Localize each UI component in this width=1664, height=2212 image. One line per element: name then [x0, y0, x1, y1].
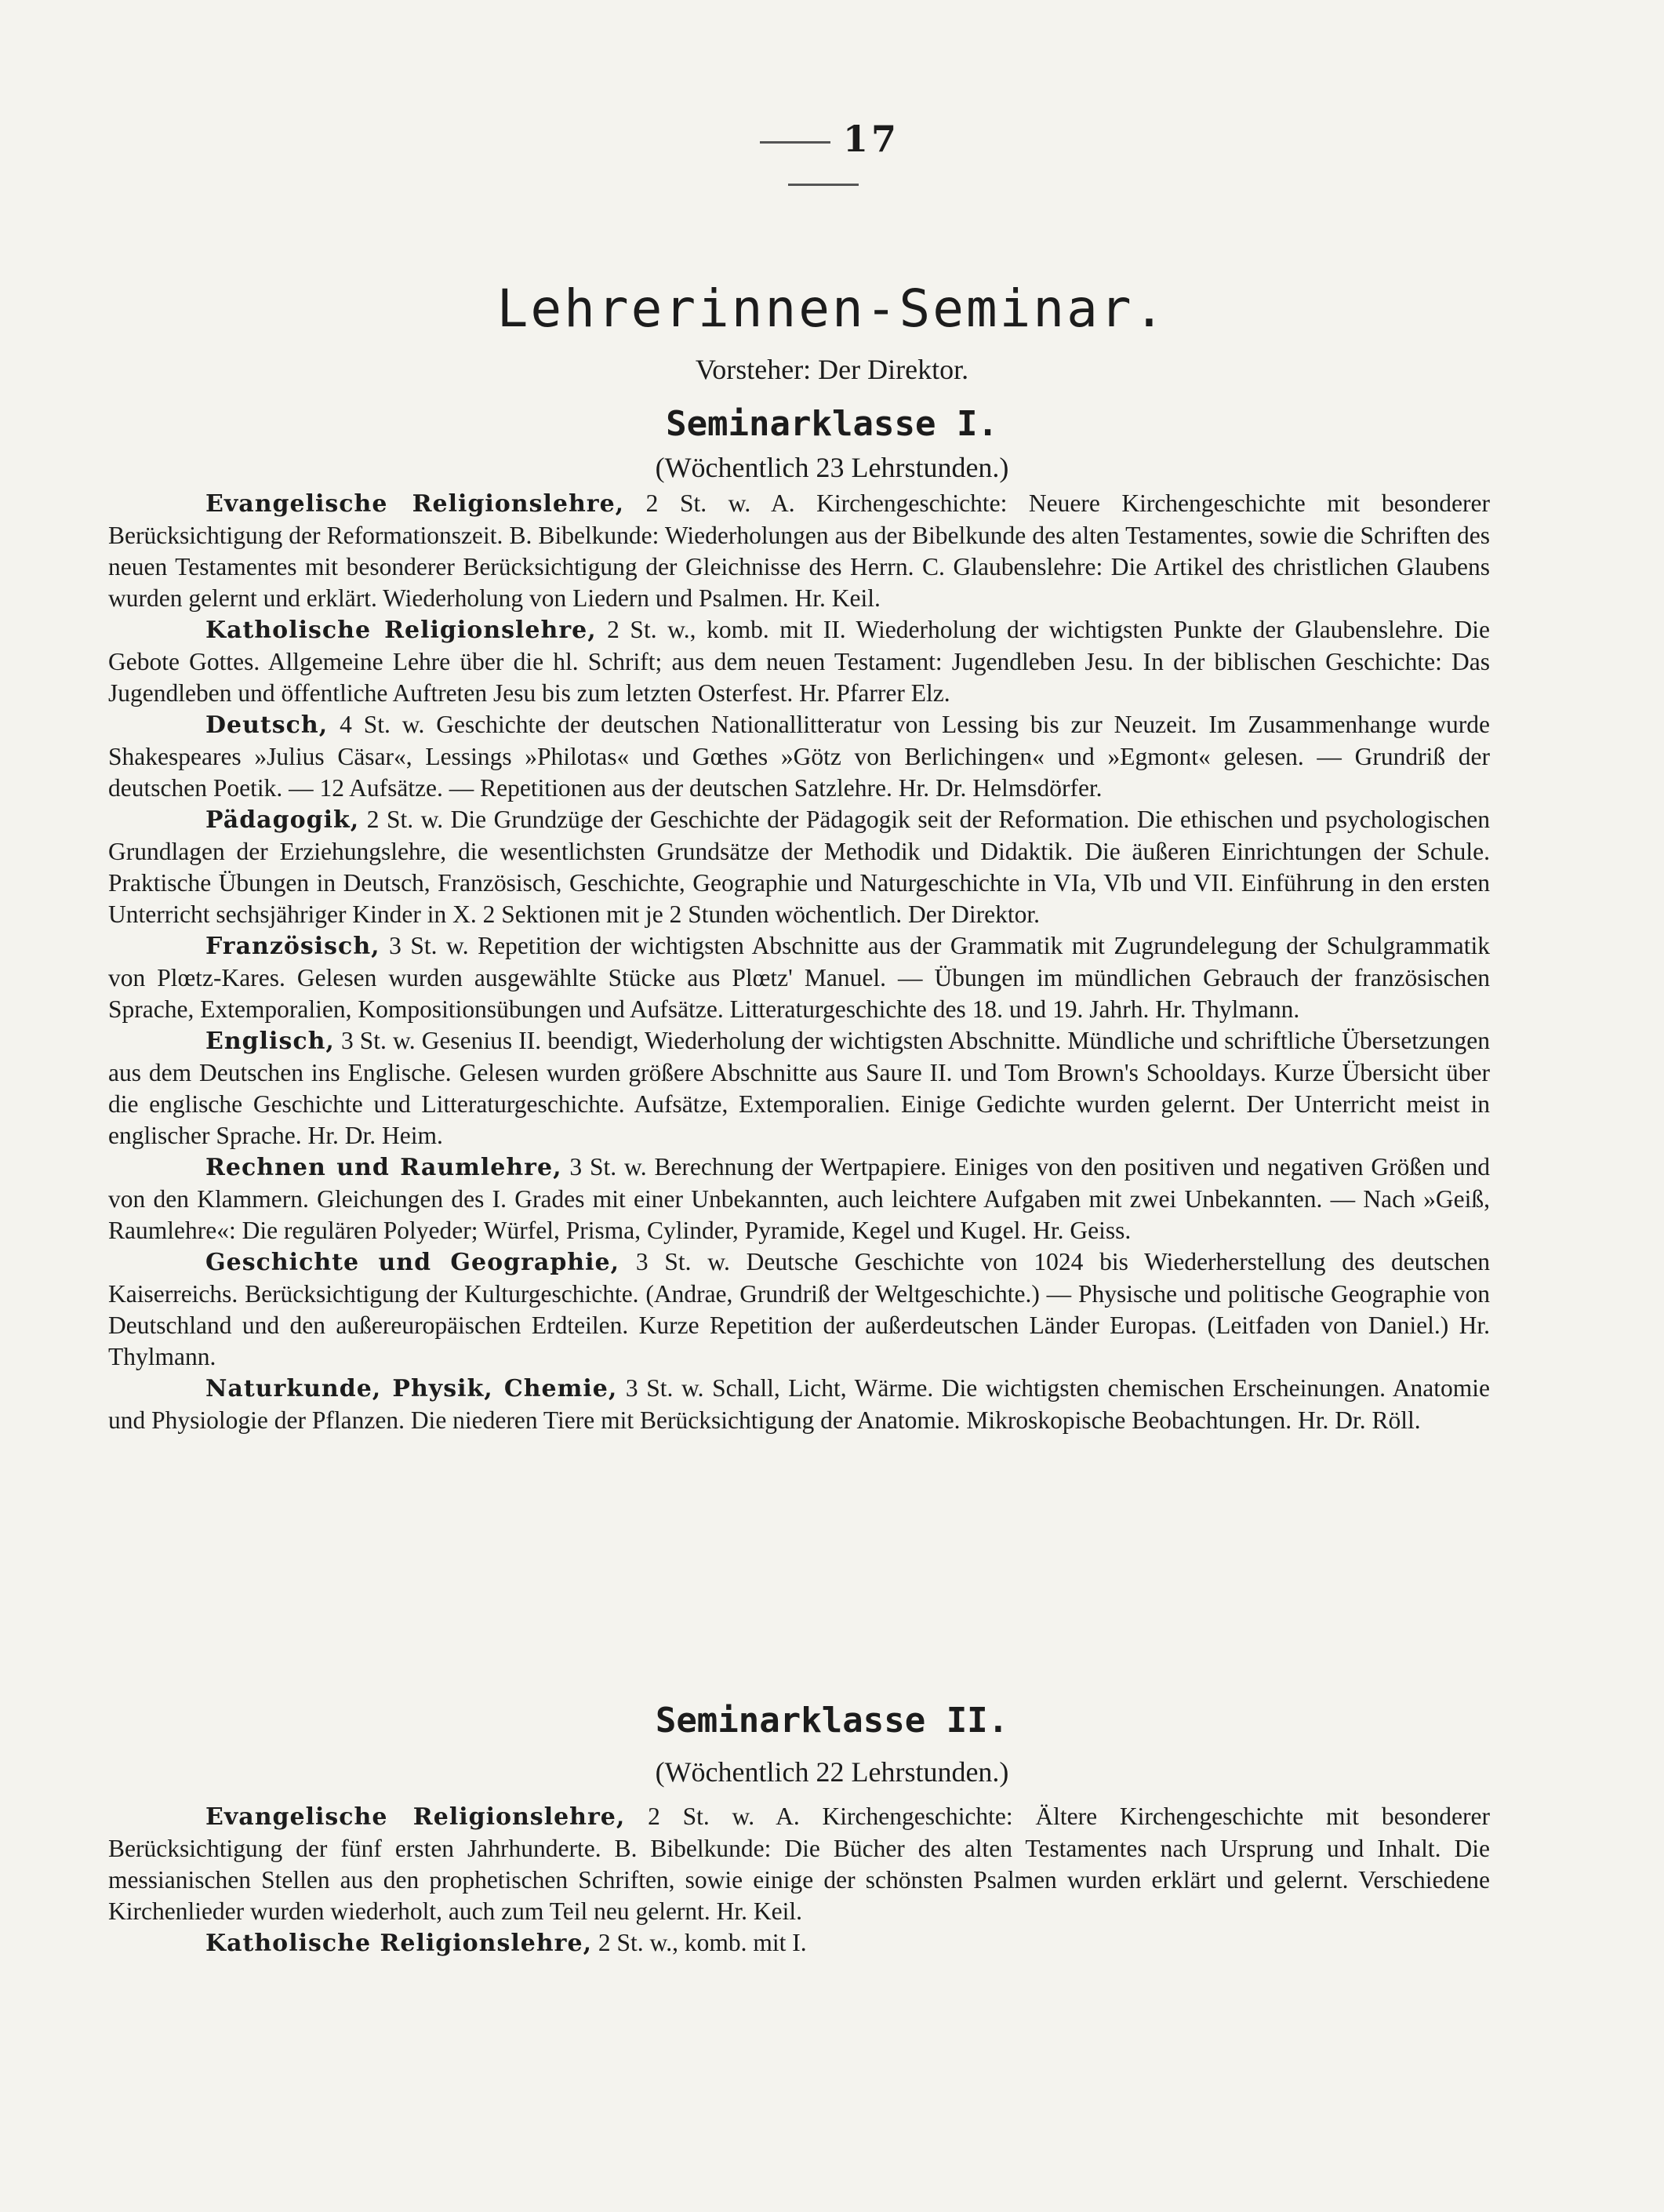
page-title: Lehrerinnen-Seminar.	[496, 278, 1168, 339]
subject-text: 2 St. w., komb. mit II. Wiederholung der wichtigsten Punkte der Glaubenslehre. Die Gebote Gottes. Allgemeine Lehre über die hl. Schrift; aus dem neuen Testament: Jugendleben Jesu. In der biblischen Geschichte: Das Jugendleben und öffentliche Auftreten Jesu bis zum letzten Osterfest. Hr. Pfarrer Elz.	[108, 616, 1490, 707]
subject-name: Geschichte und Geographie,	[205, 1249, 620, 1276]
subject-name: Naturkunde, Physik, Chemie,	[205, 1375, 618, 1403]
page-number: 17	[706, 118, 941, 202]
subject-paragraph	[108, 804, 1490, 930]
subject-text: 3 St. w. Berechnung der Wertpapiere. Einiges von den positiven und negativen Größen und von den Klammern. Gleichungen des I. Grades mit einer Unbekannten, auch leichtere Aufgaben mit zwei Unbekannten. — Nach »Geiß, Raumlehre«: Die regulären Polyeder; Würfel, Prisma, Cylinder, Pyramide, Kegel und Kugel. Hr. Geiss.	[108, 1153, 1491, 1244]
subject-paragraph	[108, 1246, 1490, 1373]
subject-name: Französisch,	[205, 933, 380, 960]
subject-list-class2	[108, 1801, 1490, 1959]
subject-name: Evangelische Religionslehre,	[205, 1803, 626, 1831]
subject-paragraph	[108, 930, 1490, 1025]
hours-class1: (Wöchentlich 23 Lehrstunden.)	[655, 452, 1009, 483]
director-line: Vorsteher: Der Direktor.	[695, 354, 969, 385]
subject-paragraph	[108, 488, 1490, 614]
subject-text: 2 St. w. Die Grundzüge der Geschichte der Pädagogik seit der Reformation. Die ethischen und psychologischen Grundlagen der Erziehungslehre, die wesentlichsten Grundsätze der Methodik und Didaktik. Die äußeren Einrichtungen der Schule. Praktische Übungen in Deutsch, Französisch, Geschichte, Geographie und Naturgeschichte in VIa, VIb und VII. Einführung in den ersten Unterricht sechsjähriger Kinder in X. 2 Sektionen mit je 2 Stunden wöchentlich. Der Direktor.	[108, 806, 1491, 928]
subject-name: Rechnen und Raumlehre,	[205, 1154, 562, 1181]
subject-paragraph	[108, 1373, 1490, 1436]
subject-text: 2 St. w., komb. mit I.	[598, 1929, 807, 1956]
subject-text: 3 St. w. Schall, Licht, Wärme. Die wichtigsten chemischen Erscheinungen. Anatomie und Physiologie der Pflanzen. Die niederen Tiere mit Berücksichtigung der Anatomie. Mikroskopische Beobachtungen. Hr. Dr. Röll.	[108, 1374, 1491, 1434]
subject-name: Englisch,	[205, 1028, 335, 1055]
subject-paragraph	[108, 614, 1490, 709]
subject-text: 3 St. w. Repetition der wichtigsten Abschnitte aus der Grammatik mit Zugrundelegung der Schulgrammatik von Plœtz-Kares. Gelesen wurden ausgewählte Stücke aus Plœtz' Manuel. — Übungen im mündlichen Gebrauch der französischen Sprache, Extemporalien, Kompositionsübungen und Aufsätze. Litteraturgeschichte des 18. und 19. Jahrh. Hr. Thylmann.	[108, 932, 1491, 1023]
subject-name: Katholische Religionslehre,	[205, 1930, 593, 1957]
hours-class2: (Wöchentlich 22 Lehrstunden.)	[655, 1756, 1009, 1788]
subject-text: 3 St. w. Deutsche Geschichte von 1024 bis Wiederherstellung des deutschen Kaiserreichs. Berücksichtigung der Kulturgeschichte. (Andrae, Grundriß der Weltgeschichte.) — Physische und politische Geographie von Deutschland und den außereuropäischen Erdteilen. Kurze Repetition der außerdeutschen Länder Europas. (Leitfaden von Daniel.) Hr. Thylmann.	[108, 1248, 1490, 1370]
subject-paragraph	[108, 1151, 1490, 1246]
subject-text: 3 St. w. Gesenius II. beendigt, Wiederholung der wichtigsten Abschnitte. Mündliche und schriftliche Übersetzungen aus dem Deutschen ins Englische. Gelesen wurden größere Abschnitte aus Saure II. und Tom Brown's Schooldays. Kurze Übersicht über die englische Geschichte und Litteraturgeschichte. Aufsätze, Extemporalien. Einige Gedichte wurden gelernt. Der Unterricht meist in englischer Sprache. Hr. Dr. Heim.	[108, 1027, 1490, 1149]
subject-paragraph	[108, 1025, 1490, 1151]
subject-name: Pädagogik,	[205, 806, 360, 834]
subject-paragraph	[108, 1801, 1490, 1927]
section-heading-class1: Seminarklasse I.	[666, 404, 998, 444]
subject-name: Katholische Religionslehre,	[205, 617, 597, 644]
subject-text: 2 St. w. A. Kirchengeschichte: Neuere Kirchengeschichte mit besonderer Berücksichtigung der Reformationszeit. B. Bibelkunde: Wiederholungen aus der Bibelkunde des alten Testamentes, sowie die Schriften des neuen Testamentes mit besonderer Berücksichtigung der Gleichnisse des Herrn. C. Glaubenslehre: Die Artikel des christlichen Glaubens wurden gelernt und erklärt. Wiederholung von Liedern und Psalmen. Hr. Keil.	[108, 489, 1491, 612]
subject-text: 2 St. w. A. Kirchengeschichte: Ältere Kirchengeschichte mit besonderer Berücksichtigung der fünf ersten Jahrhunderte. B. Bibelkunde: Die Bücher des alten Testamentes nach Ursprung und Inhalt. Die messianischen Stellen aus den prophetischen Schriften, sowie einige der schönsten Psalmen wurden erklärt und gelernt. Verschiedene Kirchenlieder wurden wiederholt, auch zum Teil neu gelernt. Hr. Keil.	[108, 1803, 1490, 1925]
subject-paragraph	[108, 709, 1490, 804]
subject-list-class1	[108, 488, 1490, 1436]
subject-name: Evangelische Religionslehre,	[205, 490, 625, 518]
section-heading-class2: Seminarklasse II.	[655, 1701, 1009, 1741]
subject-paragraph	[108, 1927, 1490, 1959]
subject-name: Deutsch,	[205, 711, 329, 739]
subject-text: 4 St. w. Geschichte der deutschen Nationallitteratur von Lessing bis zur Neuzeit. Im Zusammenhange wurde Shakespeares »Julius Cäsar«, Lessings »Philotas« und Gœthes »Götz von Berlichingen« und »Egmont« gelesen. — Grundriß der deutschen Poetik. — 12 Aufsätze. — Repetitionen aus der deutschen Satzlehre. Hr. Dr. Helmsdörfer.	[108, 711, 1491, 802]
